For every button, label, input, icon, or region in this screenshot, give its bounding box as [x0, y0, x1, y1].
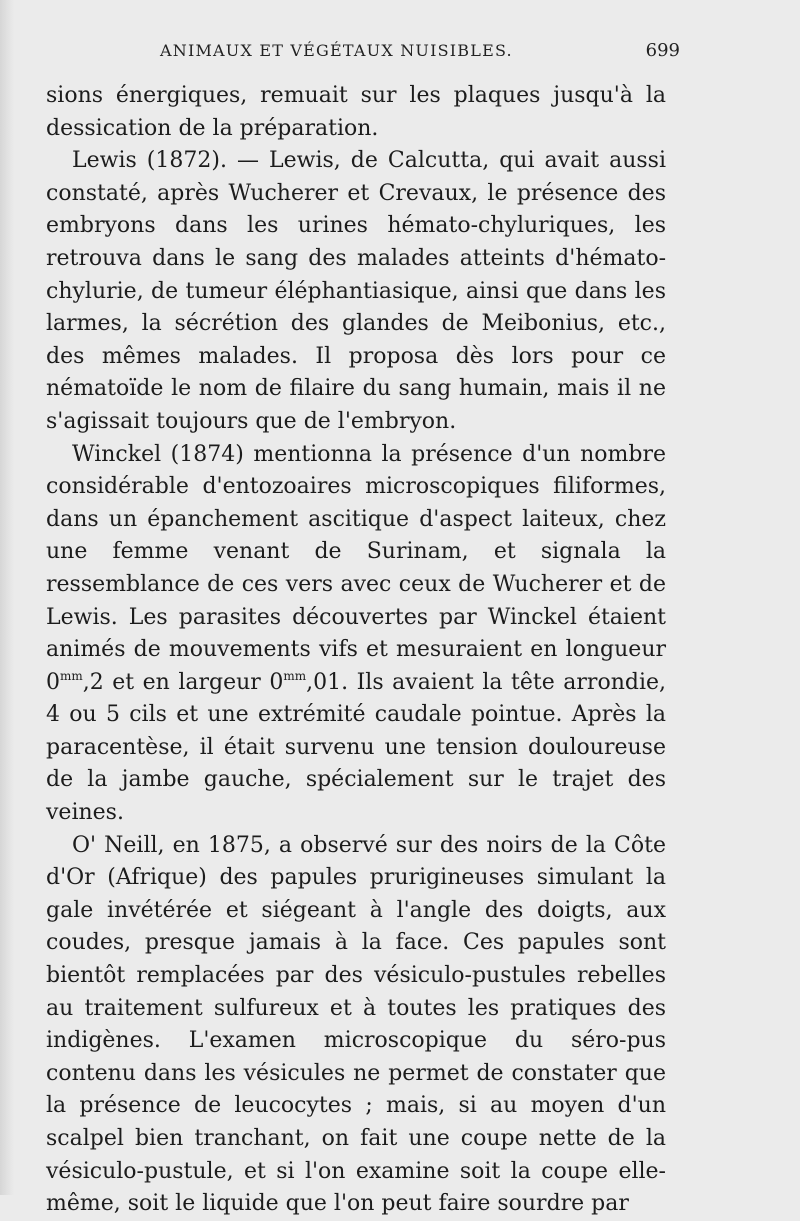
- running-head-title: ANIMAUX ET VÉGÉTAUX NUISIBLES.: [160, 41, 513, 60]
- millimeter-superscript-1: mm: [60, 668, 83, 683]
- paragraph-3: [46, 439, 666, 830]
- millimeter-superscript-2: mm: [283, 668, 307, 683]
- paragraph-3-part-c: ,01. Ils avaient la tête arrondie, 4 ou 5 cils et une extrémité caudale pointue. Après la paracentèse, il était survenu une tension douloureuse de la jambe gauche, spécialement sur le trajet des veines.: [46, 669, 666, 826]
- body-text: [46, 80, 666, 1221]
- paragraph-3-part-a: Winckel (1874) mentionna la présence d'un nombre considérable d'entozoaires microscopiques filiformes, dans un épanchement ascitique d'aspect laiteux, chez une femme venant de Surinam, et signala la ressemblance de ces vers avec ceux de Wucherer et de Lewis. Les parasites découvertes par Winckel étaient animés de mouvements vifs et mesuraient en longueur 0: [46, 441, 666, 695]
- running-head: [160, 40, 680, 68]
- paragraph-4: O' Neill, en 1875, a observé sur des noirs de la Côte d'Or (Afrique) des papules prurigineuses simulant la gale invétérée et siégeant à l'angle des doigts, aux coudes, presque jamais à la face. Ces papules sont bientôt remplacées par des vésiculo-pustules rebelles au traitement sulfureux et à toutes les pratiques des indigènes. L'examen microscopique du séro-pus contenu dans les vésicules ne permet de constater que la présence de leucocytes ; mais, si au moyen d'un scalpel bien tranchant, on fait une coupe nette de la vésiculo-pustule, et si l'on examine soit la coupe elle-même, soit le liquide que l'on peut faire sourdre par: [46, 832, 666, 1217]
- paragraph-2: Lewis (1872). — Lewis, de Calcutta, qui avait aussi constaté, après Wucherer et Crevaux, le présence des embryons dans les urines hémato-chyluriques, les retrouva dans le sang des malades atteints d'hémato-chylurie, de tumeur éléphantiasique, ainsi que dans les larmes, la sécrétion des glandes de Meibonius, etc., des mêmes malades. Il proposa dès lors pour ce nématoïde le nom de filaire du sang humain, mais il ne s'agissait toujours que de l'embryon.: [46, 148, 666, 434]
- paragraph-3-part-b: ,2 et en largeur 0: [82, 669, 284, 695]
- page-number: 699: [645, 40, 680, 61]
- paragraph-1: sions énergiques, remuait sur les plaques jusqu'à la dessication de la préparation.: [46, 83, 666, 141]
